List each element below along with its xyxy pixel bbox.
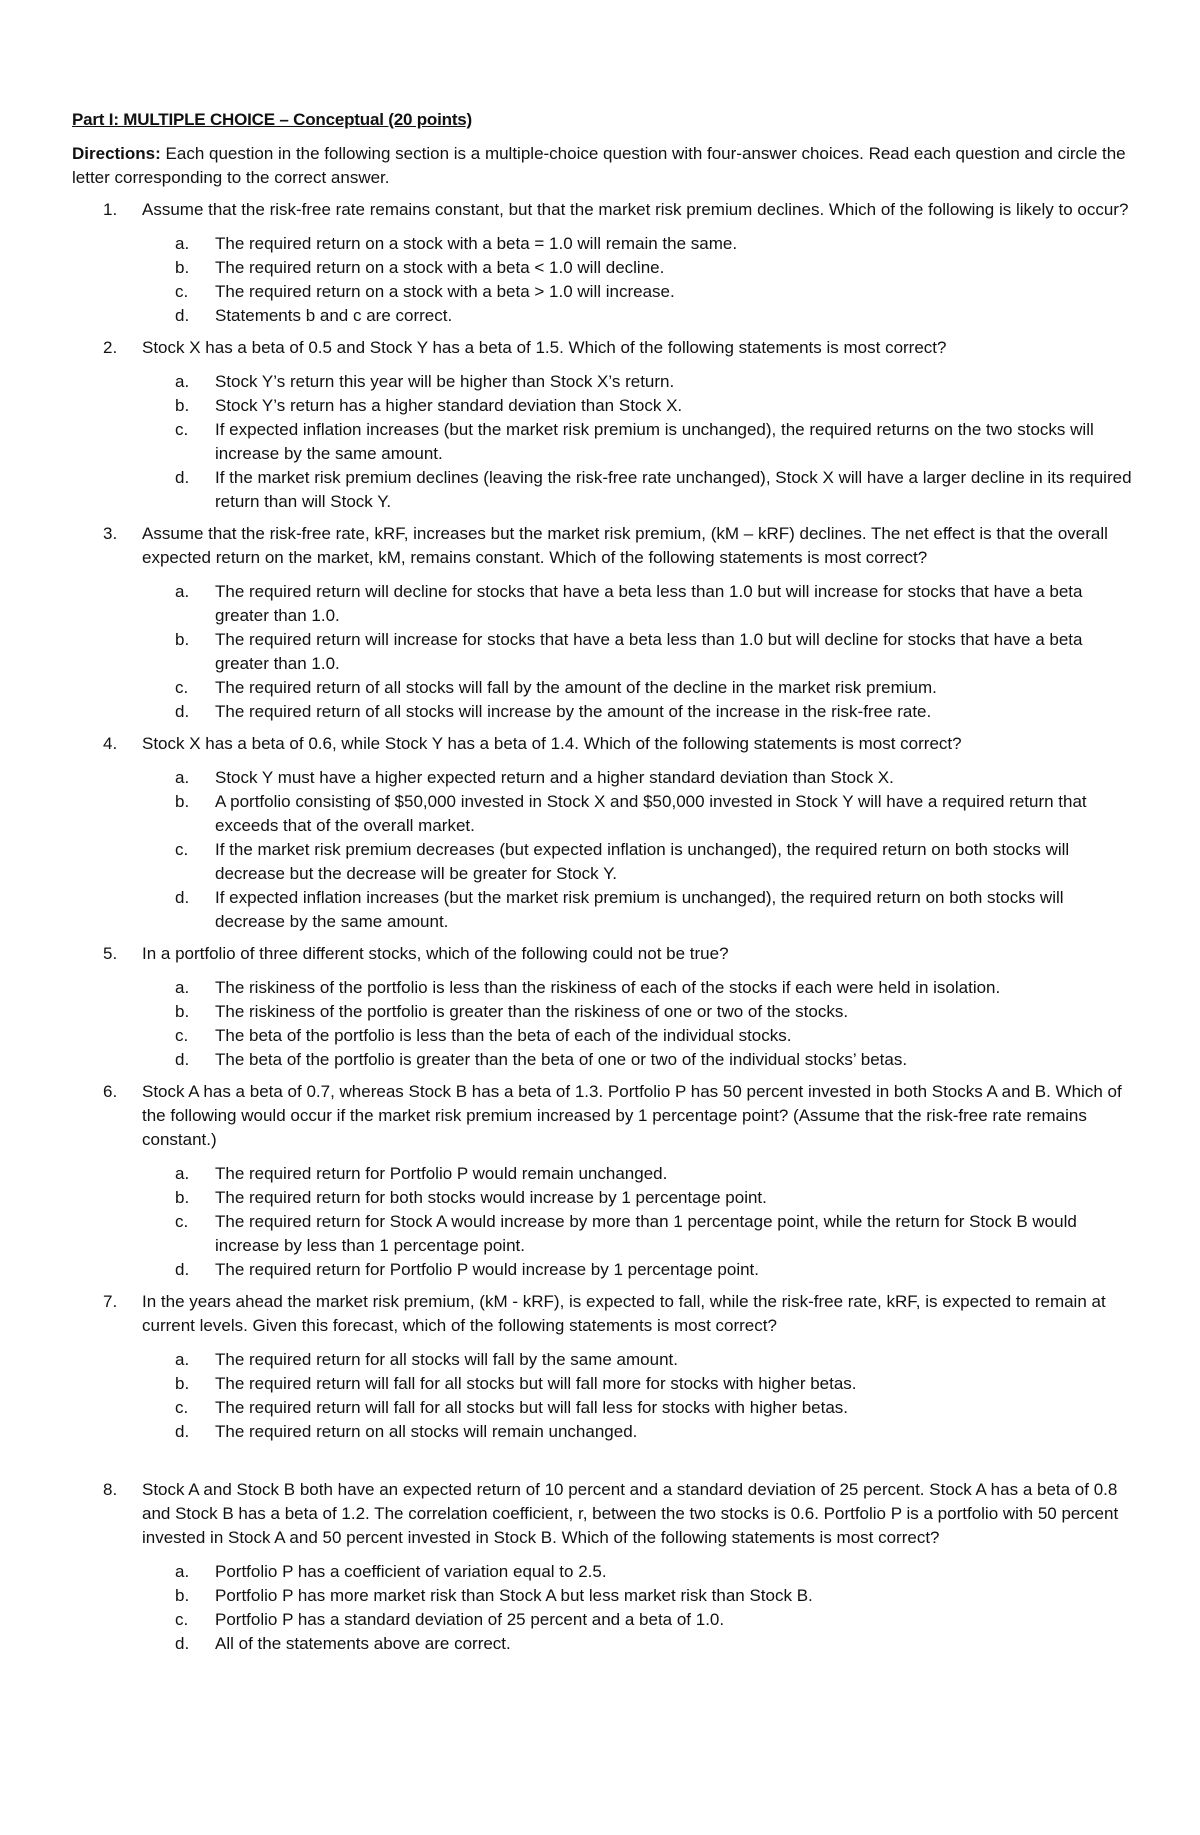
question-number: 1.	[103, 200, 118, 219]
directions-text: Each question in the following section is a multiple-choice question with four-answer choices. Read each question and circle the letter corresponding to the correct answer.	[72, 144, 1126, 187]
option-letter: b.	[175, 1188, 190, 1207]
option-letter: b.	[175, 1586, 190, 1605]
answer-option	[142, 1396, 1132, 1420]
option-letter: b.	[175, 792, 190, 811]
question-number: 4.	[103, 734, 118, 753]
answer-option	[142, 394, 1132, 418]
question-number: 5.	[103, 944, 118, 963]
option-letter: a.	[175, 372, 190, 391]
answer-options	[142, 1162, 1132, 1282]
question-text: In the years ahead the market risk premium, (kM - kRF), is expected to fall, while the risk-free rate, kRF, is expected to remain at current levels. Given this forecast, which of the following statements is most correct?	[142, 1292, 1106, 1335]
option-text: The beta of the portfolio is greater than the beta of one or two of the individual stocks’ betas.	[215, 1050, 908, 1069]
option-letter: a.	[175, 1562, 190, 1581]
option-text: Stock Y must have a higher expected return and a higher standard deviation than Stock X.	[215, 768, 894, 787]
answer-option	[142, 304, 1132, 328]
answer-option	[142, 1000, 1132, 1024]
answer-option	[142, 418, 1132, 466]
answer-option	[142, 370, 1132, 394]
option-text: The required return on a stock with a beta > 1.0 will increase.	[215, 282, 675, 301]
option-letter: c.	[175, 1026, 189, 1045]
answer-option	[142, 1258, 1132, 1282]
option-text: Stock Y’s return has a higher standard deviation than Stock X.	[215, 396, 683, 415]
option-letter: c.	[175, 420, 189, 439]
option-text: Portfolio P has a standard deviation of 25 percent and a beta of 1.0.	[215, 1610, 725, 1629]
option-text: The required return of all stocks will fall by the amount of the decline in the market risk premium.	[215, 678, 937, 697]
option-letter: b.	[175, 630, 190, 649]
answer-option	[142, 1024, 1132, 1048]
question-text: Stock X has a beta of 0.6, while Stock Y has a beta of 1.4. Which of the following statements is most correct?	[142, 734, 962, 753]
option-letter: a.	[175, 582, 190, 601]
option-letter: a.	[175, 978, 190, 997]
option-letter: d.	[175, 702, 190, 721]
option-text: The required return for both stocks would increase by 1 percentage point.	[215, 1188, 767, 1207]
answer-option	[142, 466, 1132, 514]
question-text: Stock X has a beta of 0.5 and Stock Y has a beta of 1.5. Which of the following statements is most correct?	[142, 338, 947, 357]
question-text: Assume that the risk-free rate remains constant, but that the market risk premium declines. Which of the following is likely to occur?	[142, 200, 1129, 219]
answer-option	[142, 256, 1132, 280]
option-letter: a.	[175, 1164, 190, 1183]
option-text: A portfolio consisting of $50,000 invested in Stock X and $50,000 invested in Stock Y will have a required return that exceeds that of the overall market.	[215, 792, 1087, 835]
answer-options	[142, 580, 1132, 724]
answer-option	[142, 1048, 1132, 1072]
option-text: Portfolio P has more market risk than Stock A but less market risk than Stock B.	[215, 1586, 813, 1605]
option-text: The required return for Portfolio P would remain unchanged.	[215, 1164, 668, 1183]
question-text: In a portfolio of three different stocks, which of the following could not be true?	[142, 944, 729, 963]
question-item	[72, 942, 1132, 1072]
answer-options	[142, 370, 1132, 514]
option-text: The required return for Portfolio P would increase by 1 percentage point.	[215, 1260, 759, 1279]
option-letter: d.	[175, 468, 190, 487]
answer-options	[142, 1560, 1132, 1656]
question-item	[72, 1478, 1132, 1656]
question-item	[72, 198, 1132, 328]
question-number: 8.	[103, 1480, 118, 1499]
option-text: If the market risk premium declines (leaving the risk-free rate unchanged), Stock X will have a larger decline in its required return than will Stock Y.	[215, 468, 1132, 511]
answer-option	[142, 676, 1132, 700]
question-list	[72, 198, 1132, 1656]
option-letter: d.	[175, 1422, 190, 1441]
question-number: 7.	[103, 1292, 118, 1311]
option-text: The required return will increase for stocks that have a beta less than 1.0 but will decline for stocks that have a beta greater than 1.0.	[215, 630, 1083, 673]
option-text: If expected inflation increases (but the market risk premium is unchanged), the required return on both stocks will decrease by the same amount.	[215, 888, 1064, 931]
answer-options	[142, 976, 1132, 1072]
option-letter: c.	[175, 1610, 189, 1629]
option-text: If expected inflation increases (but the market risk premium is unchanged), the required returns on the two stocks will increase by the same amount.	[215, 420, 1094, 463]
answer-option	[142, 1162, 1132, 1186]
option-text: The required return for Stock A would increase by more than 1 percentage point, while the return for Stock B would increase by less than 1 percentage point.	[215, 1212, 1077, 1255]
option-letter: a.	[175, 234, 190, 253]
option-text: The required return for all stocks will fall by the same amount.	[215, 1350, 678, 1369]
answer-option	[142, 1348, 1132, 1372]
option-text: The beta of the portfolio is less than the beta of each of the individual stocks.	[215, 1026, 792, 1045]
option-text: Portfolio P has a coefficient of variation equal to 2.5.	[215, 1562, 607, 1581]
option-letter: b.	[175, 396, 190, 415]
answer-option	[142, 838, 1132, 886]
option-text: The required return of all stocks will increase by the amount of the increase in the risk-free rate.	[215, 702, 932, 721]
option-text: The riskiness of the portfolio is less than the riskiness of each of the stocks if each were held in isolation.	[215, 978, 1001, 997]
question-text: Stock A has a beta of 0.7, whereas Stock B has a beta of 1.3. Portfolio P has 50 percent invested in both Stocks A and B. Which of the following would occur if the market risk premium increased by 1 percentage point? (Assume that the risk-free rate remains constant.)	[142, 1082, 1122, 1149]
option-text: Stock Y’s return this year will be higher than Stock X’s return.	[215, 372, 675, 391]
question-number: 6.	[103, 1082, 118, 1101]
answer-option	[142, 232, 1132, 256]
answer-option	[142, 1584, 1132, 1608]
directions-label: Directions:	[72, 144, 161, 163]
part-title: Part I: MULTIPLE CHOICE – Conceptual (20 points)	[72, 110, 473, 129]
answer-option	[142, 280, 1132, 304]
option-letter: c.	[175, 282, 189, 301]
option-letter: d.	[175, 1260, 190, 1279]
option-text: The required return will decline for stocks that have a beta less than 1.0 but will increase for stocks that have a beta greater than 1.0.	[215, 582, 1083, 625]
answer-option	[142, 1632, 1132, 1656]
answer-option	[142, 628, 1132, 676]
question-number: 2.	[103, 338, 118, 357]
answer-option	[142, 766, 1132, 790]
question-item	[72, 522, 1132, 724]
answer-option	[142, 1372, 1132, 1396]
option-letter: d.	[175, 1634, 190, 1653]
answer-options	[142, 1348, 1132, 1444]
answer-option	[142, 1608, 1132, 1632]
directions	[72, 142, 1132, 190]
option-text: The riskiness of the portfolio is greater than the riskiness of one or two of the stocks.	[215, 1002, 849, 1021]
option-letter: a.	[175, 768, 190, 787]
document-page	[72, 110, 1132, 1656]
option-text: The required return on a stock with a beta < 1.0 will decline.	[215, 258, 665, 277]
option-letter: c.	[175, 1212, 189, 1231]
answer-option	[142, 1420, 1132, 1444]
option-letter: b.	[175, 1002, 190, 1021]
option-letter: c.	[175, 678, 189, 697]
answer-option	[142, 1560, 1132, 1584]
answer-option	[142, 700, 1132, 724]
option-text: The required return will fall for all stocks but will fall less for stocks with higher betas.	[215, 1398, 849, 1417]
option-letter: d.	[175, 1050, 190, 1069]
answer-option	[142, 790, 1132, 838]
question-item	[72, 1080, 1132, 1282]
option-letter: d.	[175, 306, 190, 325]
question-number: 3.	[103, 524, 118, 543]
option-letter: b.	[175, 1374, 190, 1393]
answer-option	[142, 886, 1132, 934]
answer-options	[142, 232, 1132, 328]
option-letter: c.	[175, 840, 189, 859]
question-item	[72, 1290, 1132, 1444]
answer-option	[142, 976, 1132, 1000]
option-letter: c.	[175, 1398, 189, 1417]
question-text: Assume that the risk-free rate, kRF, increases but the market risk premium, (kM – kRF) declines. The net effect is that the overall expected return on the market, kM, remains constant. Which of the following statements is most correct?	[142, 524, 1108, 567]
option-letter: a.	[175, 1350, 190, 1369]
option-text: The required return on all stocks will remain unchanged.	[215, 1422, 638, 1441]
option-text: If the market risk premium decreases (but expected inflation is unchanged), the required return on both stocks will decrease but the decrease will be greater for Stock Y.	[215, 840, 1070, 883]
question-item	[72, 732, 1132, 934]
answer-options	[142, 766, 1132, 934]
answer-option	[142, 1186, 1132, 1210]
option-text: Statements b and c are correct.	[215, 306, 453, 325]
option-letter: b.	[175, 258, 190, 277]
answer-option	[142, 580, 1132, 628]
option-text: The required return will fall for all stocks but will fall more for stocks with higher betas.	[215, 1374, 857, 1393]
option-letter: d.	[175, 888, 190, 907]
question-text: Stock A and Stock B both have an expected return of 10 percent and a standard deviation of 25 percent. Stock A has a beta of 0.8 and Stock B has a beta of 1.2. The correlation coefficient, r, between the two stocks is 0.6. Portfolio P is a portfolio with 50 percent invested in Stock A and 50 percent invested in Stock B. Which of the following statements is most correct?	[142, 1480, 1119, 1547]
answer-option	[142, 1210, 1132, 1258]
question-item	[72, 336, 1132, 514]
option-text: The required return on a stock with a beta = 1.0 will remain the same.	[215, 234, 738, 253]
option-text: All of the statements above are correct.	[215, 1634, 511, 1653]
